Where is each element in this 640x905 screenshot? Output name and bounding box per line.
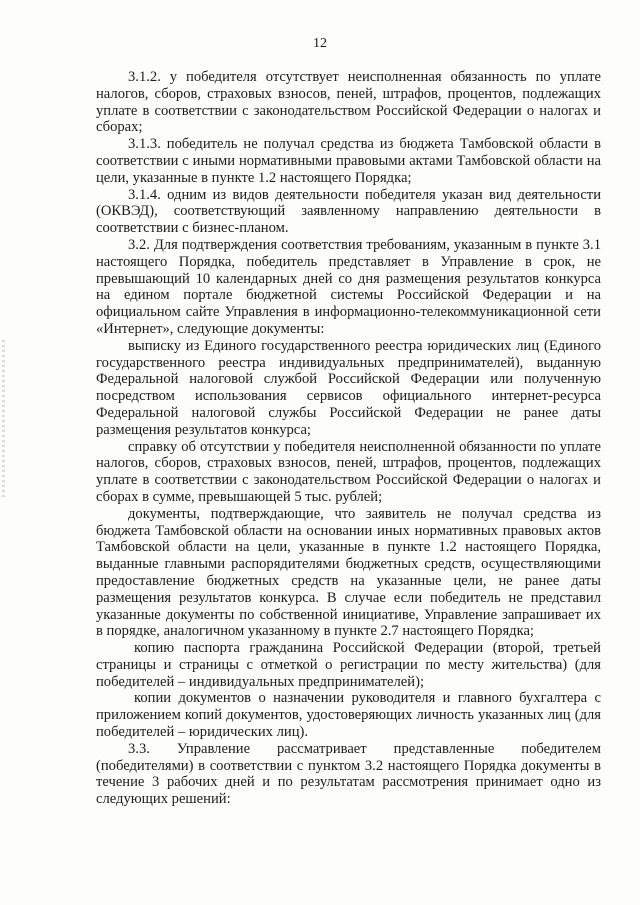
paragraph-3-3: 3.3. Управление рассматривает представленные победителем (победителями) в соответствии с пунктом 3.2 настоящего Порядка документы в течение 3 рабочих дней и по результатам рассмотрения принимает одно из следующих решений:	[96, 740, 601, 808]
scan-edge-mark	[2, 340, 5, 500]
paragraph-3-1-4: 3.1.4. одним из видов деятельности победителя указан вид деятельности (ОКВЭД), соответствующий заявленному направлению деятельности в соответствии с бизнес-планом.	[96, 186, 601, 237]
page-number: 12	[313, 36, 327, 51]
paragraph-egr-extract: выписку из Единого государственного реестра юридических лиц (Единого государственного реестра индивидуальных предпринимателей), выданную Федеральной налоговой службой Российской Федерации или полученную посредством использования сервисов официального интернет-ресурса Федеральной налоговой службы Российской Федерации не ранее даты размещения результатов конкурса;	[96, 337, 601, 438]
paragraph-budget-documents: документы, подтверждающие, что заявитель не получал средства из бюджета Тамбовской области на основании иных нормативных правовых актов Тамбовской области на цели, указанные в пункте 1.2 настоящего Порядка, выданные главными распорядителями бюджетных средств, осуществляющими предоставление бюджетных средств на указанные цели, не ранее даты размещения результатов конкурса. В случае если победитель не представил указанные документы по собственной инициативе, Управление запрашивает их в порядке, аналогичном указанному в пункте 2.7 настоящего Порядка;	[96, 505, 601, 640]
paragraph-passport-copy: копию паспорта гражданина Российской Федерации (второй, третьей страницы и страницы с отметкой о регистрации по месту жительства) (для победителей – индивидуальных предпринимателей);	[96, 640, 601, 690]
paragraph-tax-certificate: справку об отсутствии у победителя неисполненной обязанности по уплате налогов, сборов, страховых взносов, пеней, штрафов, процентов, подлежащих уплате в соответствии с законодательством Российской Федерации о налогах и сборах в сумме, превышающей 5 тыс. рублей;	[96, 438, 601, 505]
paragraph-3-2: 3.2. Для подтверждения соответствия требованиям, указанным в пункте 3.1 настоящего Порядка, победитель представляет в Управление в срок, не превышающий 10 календарных дней со дня размещения результатов конкурса на едином портале бюджетной системы Российской Федерации и на официальном сайте Управления в информационно-телекоммуникационной сети «Интернет», следующие документы:	[96, 236, 601, 337]
document-body	[96, 69, 601, 808]
paragraph-3-1-2: 3.1.2. у победителя отсутствует неисполненная обязанность по уплате налогов, сборов, страховых взносов, пеней, штрафов, процентов, подлежащих уплате в соответствии с законодательством Российской Федерации о налогах и сборах;	[96, 69, 601, 136]
paragraph-appointment-copies: копии документов о назначении руководителя и главного бухгалтера с приложением копий документов, удостоверяющих личность указанных лиц (для победителей – юридических лиц).	[96, 690, 601, 741]
paragraph-3-1-3: 3.1.3. победитель не получал средства из бюджета Тамбовской области в соответствии с иными нормативными правовыми актами Тамбовской области на цели, указанные в пункте 1.2 настоящего Порядка;	[96, 136, 601, 186]
